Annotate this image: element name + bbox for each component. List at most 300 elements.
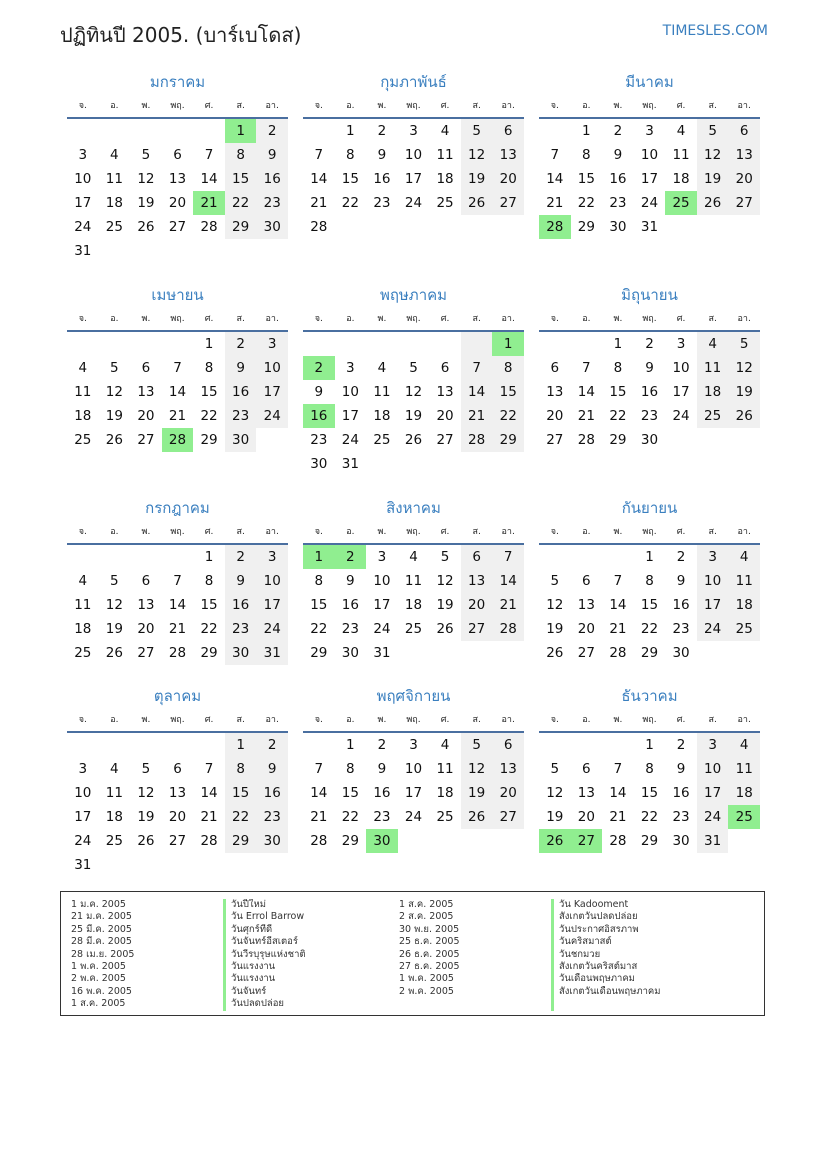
day-cell: 12 [137,171,155,187]
day-cell: 7 [314,147,324,163]
day-cell: 22 [225,805,257,829]
legend-entry: 30 พ.ย. 2005 [399,923,460,935]
day-grid [67,545,288,665]
empty-cell [492,641,524,665]
legend-entry: วันคริสมาสต์ [559,936,612,948]
empty-cell [162,733,194,757]
empty-cell [335,215,367,239]
day-cell: 1 [582,123,591,139]
day-cell: 14 [609,597,627,613]
day-cell: 25 [728,617,760,641]
legend-entry: วันเดือนพฤษภาคม [559,973,635,985]
weekday-label: อา. [737,101,751,111]
weekday-label: พ. [141,314,151,324]
day-cell: 30 [366,829,398,853]
weekday-label: ส. [236,314,245,324]
day-cell: 10 [640,147,659,163]
legend-entry: วันวีรบุรุษแห่งชาติ [231,948,306,960]
weekday-label: พฤ. [406,527,421,537]
weekday-label: อา. [501,314,515,324]
day-cell: 28 [200,833,218,849]
day-cell: 10 [74,171,92,187]
weekday-label: ส. [472,314,481,324]
day-cell: 11 [105,171,123,187]
day-cell: 9 [676,761,686,777]
month-title: พฤศจิกายน [376,687,451,705]
day-cell: 26 [539,829,571,853]
weekday-label: ส. [708,527,717,537]
day-grid [303,545,524,665]
day-cell: 20 [577,809,595,825]
day-cell: 20 [728,167,760,191]
empty-cell [728,215,760,239]
day-cell: 28 [539,215,571,239]
day-cell: 6 [461,545,493,569]
day-grid [67,119,288,263]
day-cell: 9 [377,761,387,777]
day-cell: 8 [492,356,524,380]
day-cell: 6 [492,733,524,757]
day-cell: 10 [74,785,92,801]
day-cell: 11 [436,761,454,777]
empty-cell [99,853,131,877]
day-cell: 4 [78,573,88,589]
day-cell: 11 [105,785,123,801]
day-cell: 14 [577,384,595,400]
day-cell: 5 [141,147,151,163]
empty-cell [162,545,194,569]
empty-cell [130,545,162,569]
weekday-label: ส. [708,715,717,725]
legend-col1-names [223,899,399,1011]
day-cell: 13 [492,757,524,781]
day-cell: 20 [168,195,187,211]
legend-entry: 27 ธ.ค. 2005 [399,961,460,973]
day-cell: 18 [436,785,454,801]
day-cell: 18 [728,781,760,805]
legend-entry: 1 พ.ค. 2005 [399,973,454,985]
weekday-label: ศ. [204,715,214,725]
day-cell: 15 [492,380,524,404]
empty-cell [728,641,760,665]
day-cell: 27 [168,833,187,849]
day-cell: 8 [582,147,591,163]
day-cell: 17 [697,781,729,805]
day-cell: 11 [728,569,760,593]
day-cell: 20 [492,167,524,191]
weekday-label: ส. [708,314,717,324]
empty-cell [665,428,697,452]
day-cell: 1 [303,545,335,569]
day-cell: 16 [373,171,391,187]
day-cell: 12 [105,597,123,613]
day-cell: 19 [137,809,155,825]
day-cell: 29 [577,219,595,235]
day-cell: 28 [461,428,493,452]
day-cell: 2 [256,119,288,143]
empty-cell [162,853,194,877]
day-cell: 14 [492,569,524,593]
day-cell: 15 [609,384,627,400]
day-cell: 2 [335,545,367,569]
day-cell: 18 [436,171,454,187]
day-cell: 16 [672,785,690,801]
day-cell: 18 [373,408,391,424]
weekday-label: ศ. [440,715,450,725]
empty-cell [130,853,162,877]
weekday-label: อ. [110,101,119,111]
day-cell: 12 [461,757,493,781]
day-cell: 20 [577,621,595,637]
empty-cell [461,215,493,239]
weekday-label: ศ. [440,527,450,537]
day-cell: 19 [436,597,454,613]
empty-cell [366,215,398,239]
day-cell: 15 [310,597,328,613]
day-cell: 21 [609,809,627,825]
weekday-label: จ. [550,715,559,725]
weekday-label: ศ. [204,101,214,111]
month-title: ตุลาคม [153,687,202,705]
weekday-header [67,308,288,332]
day-cell: 19 [697,167,729,191]
day-cell: 27 [546,432,564,448]
day-cell: 19 [404,408,423,424]
day-cell: 15 [577,171,595,187]
day-cell: 3 [409,123,418,139]
weekday-label: อ. [582,314,591,324]
month-block [539,496,760,684]
day-cell: 27 [571,829,603,853]
day-cell: 8 [225,143,257,167]
empty-cell [398,215,430,239]
month-title: มกราคม [149,73,206,91]
day-cell: 8 [346,147,355,163]
day-cell: 28 [577,432,595,448]
day-cell: 14 [461,380,493,404]
weekday-header [67,709,288,733]
day-cell: 27 [492,805,524,829]
day-cell: 15 [225,781,257,805]
month-block [539,684,760,872]
legend-entry: วัน Errol Barrow [231,911,305,923]
day-cell: 26 [728,404,760,428]
day-cell: 6 [141,360,151,376]
day-cell: 18 [697,380,729,404]
empty-cell [571,545,603,569]
empty-cell [461,641,493,665]
weekday-label: อา. [737,715,751,725]
weekday-label: อ. [346,314,355,324]
day-cell: 9 [256,757,288,781]
day-cell: 7 [173,360,182,376]
day-cell: 2 [676,737,686,753]
weekday-label: พฤ. [642,314,657,324]
legend-entry: 2 ส.ค. 2005 [399,911,454,923]
day-cell: 23 [373,809,391,825]
weekday-header [539,95,760,119]
day-cell: 2 [303,356,335,380]
day-cell: 8 [613,360,623,376]
day-cell: 21 [168,621,187,637]
weekday-header [67,95,288,119]
day-cell: 5 [440,549,450,565]
day-cell: 25 [728,805,760,829]
day-cell: 11 [373,384,391,400]
day-cell: 19 [546,809,564,825]
day-cell: 12 [728,356,760,380]
day-cell: 15 [341,785,359,801]
empty-cell [67,332,99,356]
day-cell: 8 [314,573,324,589]
brand-link[interactable]: TIMESLES.COM [662,23,768,39]
weekday-label: อา. [501,715,515,725]
day-cell: 9 [225,569,257,593]
day-cell: 16 [256,167,288,191]
day-cell: 30 [225,428,257,452]
day-cell: 20 [546,408,564,424]
day-cell: 20 [436,408,454,424]
month-title: มิถุนายน [621,286,678,304]
day-cell: 29 [341,833,359,849]
weekday-label: พฤ. [170,715,185,725]
day-cell: 9 [225,356,257,380]
empty-cell [67,545,99,569]
weekday-label: อา. [265,314,279,324]
weekday-label: พฤ. [642,715,657,725]
day-cell: 10 [697,757,729,781]
empty-cell [162,239,194,263]
day-cell: 9 [346,573,355,589]
legend-entry: วันประกาศอิสรภาพ [559,923,639,935]
legend-entry: 25 ธ.ค. 2005 [399,936,460,948]
day-cell: 20 [168,809,187,825]
day-cell: 7 [314,761,324,777]
day-cell: 28 [609,645,627,661]
day-cell: 17 [404,171,423,187]
day-cell: 13 [461,569,493,593]
day-cell: 7 [204,761,214,777]
day-cell: 31 [74,243,92,259]
legend-entry: 25 มี.ค. 2005 [71,923,132,935]
day-cell: 27 [436,432,454,448]
day-cell: 14 [168,597,187,613]
day-cell: 1 [645,737,654,753]
empty-cell [366,452,398,476]
day-cell: 7 [204,147,214,163]
day-cell: 29 [225,829,257,853]
weekday-label: อ. [346,715,355,725]
day-cell: 31 [640,219,659,235]
day-cell: 17 [404,785,423,801]
day-cell: 25 [373,432,391,448]
empty-cell [193,119,225,143]
day-cell: 23 [256,805,288,829]
day-cell: 19 [105,621,123,637]
day-cell: 29 [200,645,218,661]
day-cell: 11 [672,147,690,163]
legend-entry: วันศุกร์ที่ดี [231,923,273,935]
weekday-label: จ. [314,101,323,111]
day-cell: 4 [728,733,760,757]
weekday-label: ศ. [440,314,450,324]
empty-cell [99,332,131,356]
legend-entry: 2 พ.ค. 2005 [399,985,454,997]
day-cell: 3 [78,761,88,777]
day-cell: 22 [341,809,359,825]
day-cell: 11 [74,384,92,400]
day-cell: 7 [492,545,524,569]
weekday-label: จ. [314,527,323,537]
weekday-label: พ. [613,715,623,725]
day-cell: 5 [461,733,493,757]
day-cell: 8 [645,761,654,777]
day-cell: 8 [346,761,355,777]
day-cell: 11 [728,757,760,781]
day-cell: 30 [672,645,690,661]
empty-cell [366,332,398,356]
day-cell: 21 [609,621,627,637]
weekday-label: พ. [141,527,151,537]
day-cell: 3 [78,147,88,163]
legend-entry: วันแรงงาน [231,973,276,985]
day-cell: 20 [492,781,524,805]
day-cell: 1 [225,119,257,143]
legend-entry: 1 ส.ค. 2005 [71,998,126,1010]
day-cell: 22 [310,621,328,637]
day-cell: 16 [303,404,335,428]
day-cell: 19 [461,167,493,191]
day-cell: 3 [697,545,729,569]
day-cell: 7 [173,573,182,589]
empty-cell [256,853,288,877]
weekday-label: อา. [265,527,279,537]
day-cell: 23 [225,617,257,641]
day-cell: 12 [105,384,123,400]
weekday-label: ส. [236,527,245,537]
weekday-label: ศ. [676,715,686,725]
day-cell: 22 [492,404,524,428]
day-cell: 26 [436,621,454,637]
day-cell: 20 [137,621,155,637]
empty-cell [429,332,461,356]
day-cell: 12 [546,785,564,801]
day-cell: 17 [672,384,690,400]
day-grid [539,332,760,452]
day-cell: 26 [105,432,123,448]
weekday-label: พฤ. [406,715,421,725]
day-cell: 5 [110,360,119,376]
legend-entry: วันจันทร์ [231,985,267,997]
empty-cell [99,545,131,569]
day-cell: 13 [436,384,454,400]
weekday-label: อ. [110,527,119,537]
day-cell: 23 [672,621,690,637]
day-cell: 31 [256,641,288,665]
day-cell: 23 [672,809,690,825]
weekday-label: อา. [737,527,751,537]
day-cell: 5 [728,332,760,356]
day-cell: 6 [141,573,151,589]
day-cell: 24 [697,617,729,641]
day-cell: 10 [672,360,690,376]
day-cell: 28 [168,645,187,661]
legend-entry: วันชกมวย [559,948,601,960]
day-cell: 27 [137,645,155,661]
day-cell: 24 [640,195,659,211]
day-cell: 6 [440,360,450,376]
weekday-label: พฤ. [642,101,657,111]
day-cell: 1 [204,549,214,565]
day-cell: 5 [110,573,119,589]
weekday-label: พฤ. [170,101,185,111]
day-cell: 31 [341,456,359,472]
weekday-label: พ. [613,527,623,537]
month-title: กันยายน [621,499,678,517]
month-title: พฤษภาคม [379,286,448,304]
day-cell: 26 [461,805,493,829]
month-title: กรกฎาคม [145,499,210,517]
month-title: ธันวาคม [621,687,678,705]
day-cell: 2 [225,545,257,569]
day-cell: 30 [672,833,690,849]
legend-entry: 28 มี.ค. 2005 [71,936,132,948]
weekday-label: จ. [550,527,559,537]
day-cell: 3 [697,733,729,757]
day-cell: 22 [341,195,359,211]
day-cell: 31 [697,829,729,853]
day-cell: 26 [404,432,423,448]
day-cell: 6 [582,761,591,777]
day-cell: 1 [492,332,524,356]
day-cell: 15 [640,785,659,801]
month-block [539,70,760,283]
day-cell: 19 [137,195,155,211]
day-cell: 16 [640,384,659,400]
weekday-label: อ. [582,527,591,537]
day-cell: 20 [137,408,155,424]
day-cell: 11 [404,573,423,589]
day-cell: 13 [546,384,564,400]
empty-cell [697,641,729,665]
weekday-label: อ. [110,715,119,725]
day-cell: 25 [436,809,454,825]
weekday-label: อ. [346,527,355,537]
empty-cell [130,733,162,757]
day-cell: 24 [697,805,729,829]
day-grid [67,733,288,877]
day-cell: 20 [461,593,493,617]
empty-cell [602,545,634,569]
day-cell: 5 [141,761,151,777]
day-cell: 30 [609,219,627,235]
day-cell: 1 [225,733,257,757]
day-cell: 30 [256,829,288,853]
weekday-label: จ. [314,314,323,324]
day-cell: 28 [200,219,218,235]
day-cell: 9 [377,147,387,163]
empty-cell [697,428,729,452]
weekday-label: พ. [377,715,387,725]
weekday-label: พฤ. [170,527,185,537]
legend-entry: 2 พ.ค. 2005 [71,973,126,985]
weekday-header [67,521,288,545]
day-cell: 11 [436,147,454,163]
day-cell: 11 [697,356,729,380]
legend-entry: 28 เม.ย. 2005 [71,948,135,960]
day-cell: 10 [404,761,423,777]
day-cell: 29 [609,432,627,448]
